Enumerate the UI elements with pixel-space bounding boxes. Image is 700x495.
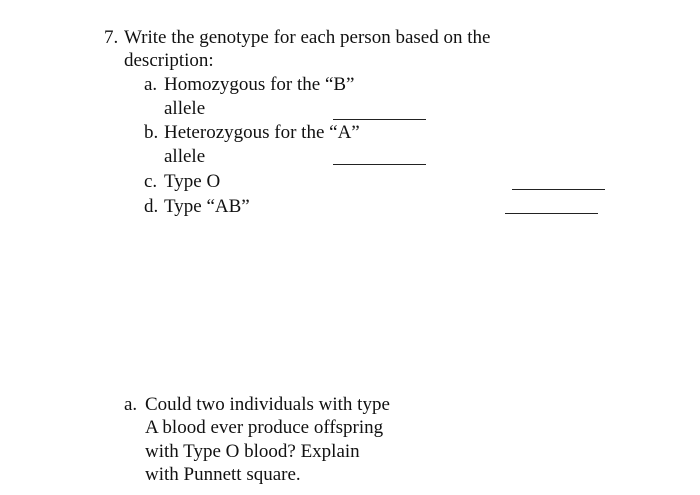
- item-c-text-line1: Type O: [164, 171, 221, 192]
- item-b-text-line2: allele: [164, 146, 206, 167]
- item-c-label: c.: [144, 171, 158, 192]
- item-a-label: a.: [144, 74, 158, 95]
- item-b-label: b.: [144, 122, 159, 143]
- item-b-text-line1: Heterozygous for the “A”: [164, 122, 360, 143]
- followup-label: a.: [124, 394, 138, 415]
- item-d-answer-blank[interactable]: [505, 213, 598, 214]
- question-number: 7.: [104, 27, 119, 48]
- question-prompt-line1: Write the genotype for each person based on the: [124, 27, 491, 48]
- followup-line3: with Type O blood? Explain: [145, 441, 360, 462]
- item-a-text-line1: Homozygous for the “B”: [164, 74, 355, 95]
- item-b-answer-blank[interactable]: [333, 164, 426, 165]
- item-a-answer-blank[interactable]: [333, 119, 426, 120]
- followup-line1: Could two individuals with type: [145, 394, 390, 415]
- item-a-text-line2: allele: [164, 98, 206, 119]
- followup-line4: with Punnett square.: [145, 464, 301, 485]
- item-d-label: d.: [144, 196, 159, 217]
- question-prompt-line2: description:: [124, 50, 214, 71]
- item-d-text-line1: Type “AB”: [164, 196, 250, 217]
- item-c-answer-blank[interactable]: [512, 189, 605, 190]
- followup-line2: A blood ever produce offspring: [145, 417, 384, 438]
